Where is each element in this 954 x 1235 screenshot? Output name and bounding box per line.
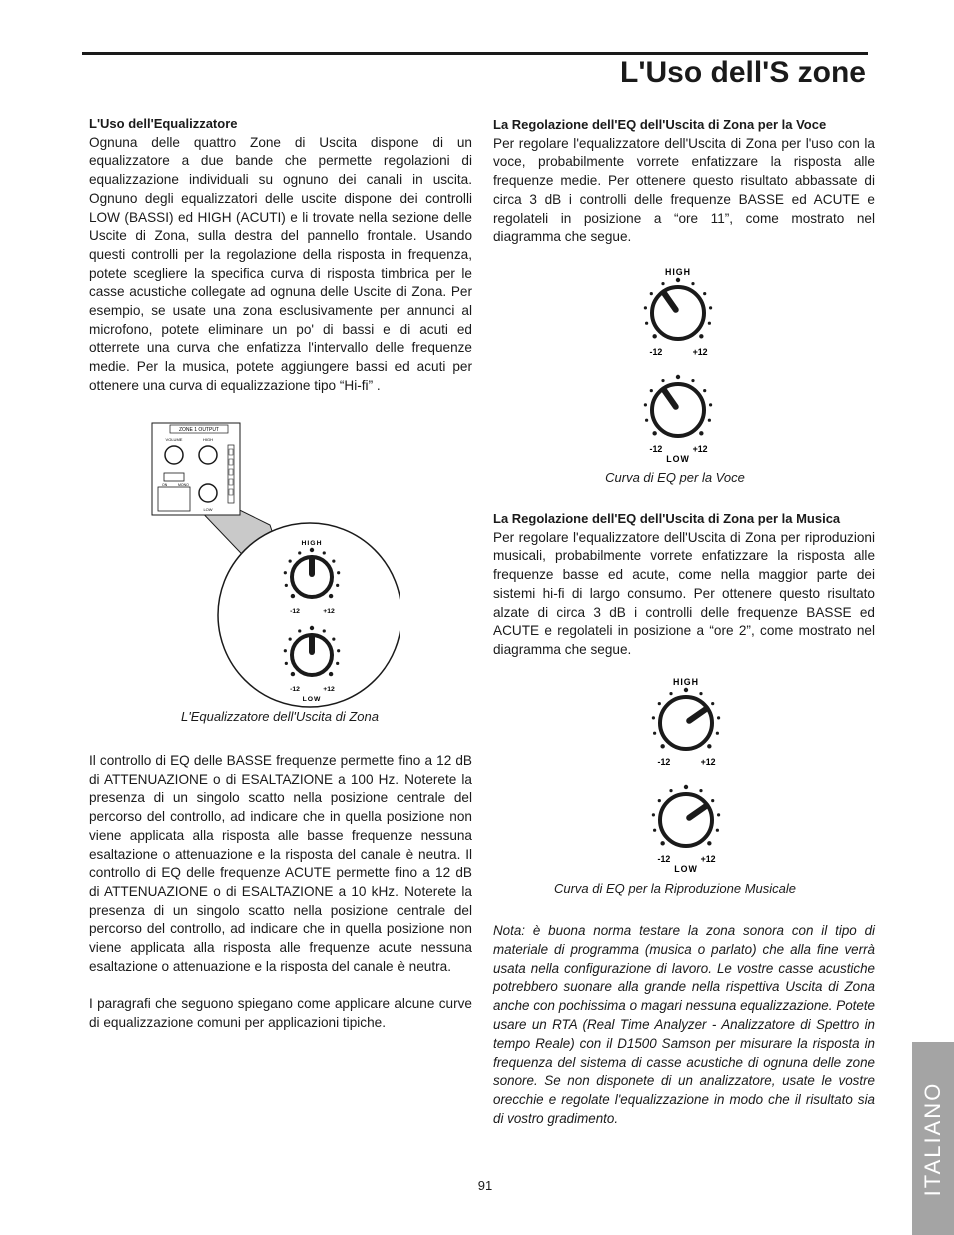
- knob-scale-dot: [658, 702, 661, 705]
- knob-scale-dot: [284, 571, 287, 574]
- knob-body: [660, 794, 712, 846]
- knob-scale-dot: [699, 431, 703, 435]
- knob-scale-dot: [660, 744, 664, 748]
- knob-min-label: -12: [657, 757, 671, 767]
- knob-scale-dot: [285, 662, 288, 665]
- panel-zone-label: ZONE 1 OUTPUT: [178, 427, 220, 433]
- knob-scale-dot: [289, 638, 292, 641]
- knob-scale-dot: [298, 551, 301, 554]
- knob-body: [652, 384, 704, 436]
- knob-scale-dot: [676, 375, 680, 379]
- knob-scale-dot: [291, 672, 295, 676]
- knob-scale-dot: [707, 841, 711, 845]
- page-number: 91: [477, 1178, 493, 1193]
- knob-scale-dot: [708, 419, 711, 422]
- voice-section: [493, 116, 875, 247]
- knob-scale-dot: [708, 322, 711, 325]
- knob-max-label: +12: [700, 854, 716, 864]
- knob-scale-dot: [669, 789, 672, 792]
- knob-scale-dot: [652, 334, 656, 338]
- knob-scale-dot: [717, 813, 720, 816]
- knob-scale-dot: [337, 649, 340, 652]
- panel-meter: [228, 445, 234, 503]
- side-tab-label: ITALIANO: [920, 1081, 945, 1196]
- panel-on-label: ON: [162, 483, 168, 487]
- low-label: LOW: [674, 864, 698, 874]
- note-paragraph: Nota: è buona norma testare la zona sonora con il tipo di materiale di programma (musica o parlato) che alla fine verrà usata nella configurazione di lavoro. Le vostre casse acustiche potrebbero suonare alla grande nella rispettiva Uscita di Zona anche con pochissima o magari nessuna equalizzazione. Potete usare un RTA (Real Time Analyzer - Analizzatore di Spettro in tempo Reale) con il D1500 Samson per misurare la risposta in frequenza del sistema di casse acustiche di ognuna delle zone sonore. Se non disponete di un analizzatore, usate le vostre orecchie e regolate l'equalizzazione in modo che il risultato sia di vostro gradimento.: [493, 923, 875, 1126]
- knob-scale-dot: [644, 403, 647, 406]
- knob-scale-dot: [691, 282, 694, 285]
- knob-scale-dot: [652, 716, 655, 719]
- knob-scale-dot: [329, 594, 333, 598]
- knob-min-label: -12: [649, 444, 663, 454]
- knob-scale-dot: [289, 560, 292, 563]
- voice-heading: La Regolazione dell'EQ dell'Uscita di Zona per la Voce: [493, 117, 827, 132]
- knob-scale-dot: [716, 829, 719, 832]
- high-knob[interactable]: [644, 267, 712, 357]
- knob-scale-dot: [650, 389, 653, 392]
- knob-scale-dot: [336, 584, 339, 587]
- closing-paragraph: I paragrafi che seguono spiegano come applicare alcune curve di equalizzazione comuni per applicazioni tipiche.: [89, 996, 472, 1030]
- eq-controls-description: Il controllo di EQ delle BASSE frequenze permette fino a 12 dB di ATTENUAZIONE o di ESALTAZIONE a 100 Hz. Noterete la presenza di un singolo scatto nella posizione centrale del percorso del controllo, ad indicare che in quella posizione non viene applicata alla risposta alle basse frequenze nessuna esaltazione o attenuazione e la risposta del canale è neutra. Il controllo di EQ delle frequenze ACUTE permette fino a 12 dB di ATTENUAZIONE o di ESALTAZIONE a 10 kHz. Noterete la presenza di un singolo scatto nella posizione centrale del percorso del controllo, ad indicare che in quella posizione non viene applicata alla risposta alle frequenze acute nessuna esaltazione o attenuazione e la risposta del canale è neutra.: [89, 753, 472, 974]
- knob-scale-dot: [707, 744, 711, 748]
- music-knobs-figure: [626, 668, 746, 878]
- knob-scale-dot: [653, 829, 656, 832]
- music-section: [493, 510, 875, 660]
- knob-min-label: -12: [290, 686, 300, 693]
- knob-scale-dot: [691, 379, 694, 382]
- music-heading: La Regolazione dell'EQ dell'Uscita di Zona per la Musica: [493, 511, 841, 526]
- low-label: LOW: [302, 696, 322, 703]
- knob-scale-dot: [645, 322, 648, 325]
- knob-scale-dot: [661, 282, 664, 285]
- knob-scale-dot: [684, 785, 688, 789]
- knob-scale-dot: [699, 789, 702, 792]
- equalizer-intro: Ognuna delle quattro Zone di Uscita dispone di un equalizzatore a due bande che permette regolazioni di equalizzazione individuali su ognuno dei canali in uscita. Ognuno degli equalizzatori delle uscite dispone dei controlli LOW (BASSI) ed HIGH (ACUTI) e li trovate nella sezione delle Uscite di Zona, sulla destra del pannello frontale. Usando questi controlli per la regolazione della risposta in frequenza, potete scegliere la specifica curva di risposta timbrica per le casse acustiche collegate ad ognuna delle Uscite di Zona. Per esempio, se usate una zona esclusivamente per annunci al microfono, potete eliminare un po' di bassi e di acuti ed otterrete una curva che enfatizza l'intervallo delle frequenze medie. Per la musica, potete aggiungere bassi ed acuti per ottenere una curva di equalizzazione tipo “Hi-fi” .: [89, 134, 472, 393]
- knob-scale-dot: [645, 419, 648, 422]
- magnifier-circle: [218, 523, 400, 707]
- knob-scale-dot: [699, 334, 703, 338]
- knob-scale-dot: [329, 672, 333, 676]
- knob-scale-dot: [703, 389, 706, 392]
- knob-scale-dot: [285, 584, 288, 587]
- knob-scale-dot: [660, 841, 664, 845]
- header-rule: [82, 52, 868, 55]
- language-side-tab: [912, 1042, 954, 1235]
- panel-low-knob[interactable]: [199, 484, 217, 502]
- knob-scale-dot: [310, 626, 314, 630]
- zone-eq-figure: [150, 415, 400, 710]
- knob-scale-dot: [310, 548, 314, 552]
- knob-scale-dot: [652, 431, 656, 435]
- left-column-body: [89, 752, 472, 1033]
- knob-scale-dot: [323, 629, 326, 632]
- knob-scale-dot: [658, 799, 661, 802]
- knob-scale-dot: [711, 702, 714, 705]
- knob-scale-dot: [711, 799, 714, 802]
- knob-scale-dot: [709, 403, 712, 406]
- knob-scale-dot: [709, 306, 712, 309]
- panel-low-label: LOW: [203, 507, 213, 512]
- left-column: [89, 115, 472, 396]
- knob-max-label: +12: [700, 757, 716, 767]
- high-label: HIGH: [301, 540, 323, 547]
- knob-max-label: +12: [323, 686, 335, 693]
- knob-scale-dot: [332, 638, 335, 641]
- knob-body: [652, 287, 704, 339]
- knob-scale-dot: [684, 688, 688, 692]
- knob-scale-dot: [716, 732, 719, 735]
- knob-scale-dot: [291, 594, 295, 598]
- knob-scale-dot: [644, 306, 647, 309]
- knob-scale-dot: [652, 813, 655, 816]
- low-label: LOW: [666, 454, 690, 464]
- music-caption: Curva di EQ per la Riproduzione Musicale: [553, 881, 797, 896]
- knob-body: [660, 697, 712, 749]
- knob-scale-dot: [653, 732, 656, 735]
- front-panel: [152, 423, 240, 515]
- voice-knobs-figure: [620, 258, 740, 468]
- knob-min-label: -12: [657, 854, 671, 864]
- knob-scale-dot: [323, 551, 326, 554]
- panel-volume-knob[interactable]: [165, 446, 183, 464]
- panel-volume-label: VOLUME: [165, 437, 183, 442]
- knob-scale-dot: [717, 716, 720, 719]
- knob-max-label: +12: [692, 347, 708, 357]
- knob-scale-dot: [676, 278, 680, 282]
- panel-button[interactable]: [158, 487, 190, 511]
- low-knob[interactable]: [644, 375, 712, 464]
- panel-mono-switch[interactable]: [164, 473, 184, 481]
- equalizer-heading: L'Uso dell'Equalizzatore: [89, 116, 238, 131]
- knob-scale-dot: [337, 571, 340, 574]
- voice-caption: Curva di EQ per la Voce: [605, 470, 745, 485]
- knob-min-label: -12: [290, 608, 300, 615]
- music-body: Per regolare l'equalizzatore dell'Uscita di Zona per riproduzioni musicali, probabilmente vorrete enfatizzare la risposta alle frequenze basse ed acute, come nella maggior parte dei sistemi hi-fi di largo consumo. Per ottenere questo risultato alzate di circa 3 dB i controlli delle frequenze BASSE ed ACUTE e regolateli in posizione a “ore 2”, come mostrato nel diagramma che segue.: [493, 529, 875, 657]
- knob-scale-dot: [336, 662, 339, 665]
- knob-scale-dot: [284, 649, 287, 652]
- page-title: L'Uso dell'S zone: [620, 56, 866, 89]
- knob-scale-dot: [703, 292, 706, 295]
- figure-caption-equalizer: L'Equalizzatore dell'Uscita di Zona: [181, 709, 379, 724]
- knob-scale-dot: [699, 692, 702, 695]
- high-label: HIGH: [664, 267, 692, 277]
- knob-scale-dot: [661, 379, 664, 382]
- panel-mono-label: MONO: [178, 483, 189, 487]
- knob-scale-dot: [650, 292, 653, 295]
- voice-body: Per regolare l'equalizzatore dell'Uscita di Zona per l'uso con la voce, probabilmente vorrete enfatizzare la risposta alle frequenze medie. Per ottenere questo risultato abbassate di circa 3 dB i controlli delle frequenze BASSE ed ACUTE e regolateli in posizione a “ore 11”, come mostrato nel diagramma che segue.: [493, 135, 875, 245]
- panel-high-label: HIGH: [203, 437, 213, 442]
- panel-high-knob[interactable]: [199, 446, 217, 464]
- knob-scale-dot: [298, 629, 301, 632]
- knob-scale-dot: [332, 560, 335, 563]
- knob-max-label: +12: [692, 444, 708, 454]
- high-knob[interactable]: [652, 677, 720, 767]
- low-knob[interactable]: [652, 785, 720, 874]
- knob-min-label: -12: [649, 347, 663, 357]
- knob-max-label: +12: [323, 608, 335, 615]
- high-label: HIGH: [672, 677, 700, 687]
- knob-scale-dot: [669, 692, 672, 695]
